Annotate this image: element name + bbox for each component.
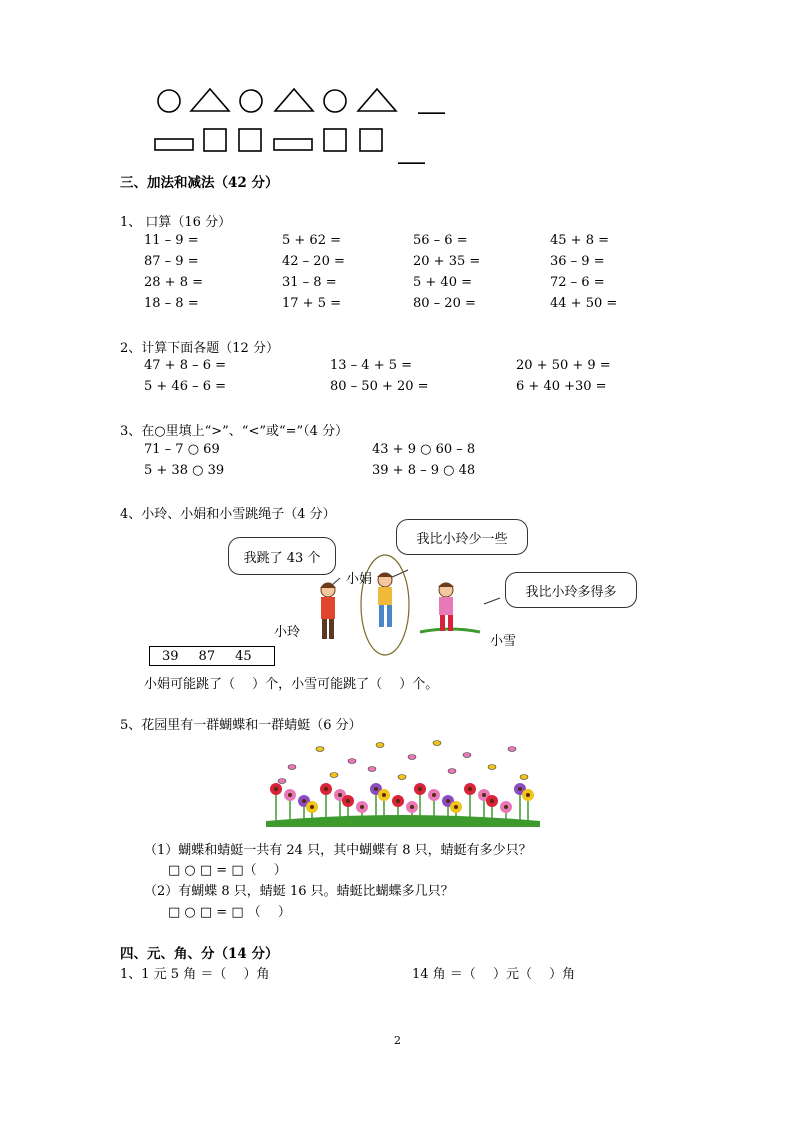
garden-illustration — [262, 737, 544, 833]
s4-q1-right[interactable]: 14 角 ＝（ ）元（ ）角 — [412, 967, 576, 982]
speech-bubble-ling: 我跳了 43 个 — [228, 537, 336, 575]
dragonfly — [520, 775, 528, 780]
pattern-row-2-blank[interactable]: ___ — [398, 144, 425, 165]
q3-item: 39 + 8 – 9 ○ 48 — [372, 463, 476, 478]
q1-row: 17 + 5 = — [282, 296, 341, 311]
flower-center — [454, 805, 458, 809]
speech-bubble-xue: 我比小玲多得多 — [505, 572, 637, 608]
butterfly — [408, 755, 416, 760]
q1-row: 72 – 6 = — [550, 275, 605, 290]
q1-row: 44 + 50 = — [550, 296, 618, 311]
section-3-title: 三、加法和减法（42 分） — [120, 175, 279, 191]
q1-row: 28 + 8 = — [144, 275, 203, 290]
q2-item: 13 – 4 + 5 = — [330, 358, 413, 373]
butterfly — [448, 769, 456, 774]
q2-label: 2、计算下面各题（12 分） — [120, 341, 279, 356]
triangle-shape — [191, 89, 229, 111]
q1-row: 5 + 40 = — [413, 275, 472, 290]
girl-xiaoxue-figure — [420, 583, 480, 633]
s4-q1-left[interactable]: 1、1 元 5 角 ＝（ ）角 — [120, 967, 270, 982]
flower-center — [490, 799, 494, 803]
q5-sub1-formula[interactable]: □ ○ □ = □（ ） — [168, 863, 287, 878]
pattern-row-1 — [150, 84, 400, 118]
name-xiaoling: 小玲 — [274, 625, 301, 640]
q1-row: 20 + 35 = — [413, 254, 481, 269]
q1-row: 87 – 9 = — [144, 254, 199, 269]
flower-center — [374, 787, 378, 791]
circle-shape — [240, 90, 262, 112]
flower-center — [518, 787, 522, 791]
flower-center — [418, 787, 422, 791]
dragonfly — [376, 743, 384, 748]
q5-sub2-formula[interactable]: □ ○ □ = □ （ ） — [168, 905, 291, 920]
dragonfly — [316, 747, 324, 752]
wide-rectangle-shape — [274, 139, 312, 150]
flower-center — [396, 799, 400, 803]
q1-row: 5 + 62 = — [282, 233, 341, 248]
jump-rope-illustration — [300, 540, 520, 660]
triangle-shape — [275, 89, 313, 111]
q1-row: 45 + 8 = — [550, 233, 609, 248]
girl-xiaoling-figure — [320, 583, 336, 639]
q2-item: 5 + 46 – 6 = — [144, 379, 227, 394]
flower-center — [274, 787, 278, 791]
q1-row: 11 – 9 = — [144, 233, 199, 248]
dragonfly — [330, 773, 338, 778]
flower-center — [410, 805, 414, 809]
butterfly — [508, 747, 516, 752]
flower-center — [382, 793, 386, 797]
choice-value: 39 — [162, 648, 179, 664]
flower-center — [360, 805, 364, 809]
pattern-row-1-blank[interactable]: ___ — [418, 94, 445, 115]
page-number: 2 — [394, 1034, 401, 1047]
square-shape — [324, 129, 346, 151]
butterfly — [368, 767, 376, 772]
q2-item: 80 – 50 + 20 = — [330, 379, 429, 394]
butterfly — [278, 779, 286, 784]
flower-center — [338, 793, 342, 797]
square-shape — [360, 129, 382, 151]
butterfly — [348, 759, 356, 764]
q5-sub1: （1）蝴蝶和蜻蜓一共有 24 只，其中蝴蝶有 8 只，蜻蜓有多少只？ — [144, 843, 532, 858]
choice-value: 87 — [198, 648, 216, 664]
flower-center — [482, 793, 486, 797]
wide-rectangle-shape — [155, 139, 193, 150]
flower-center — [288, 793, 292, 797]
q4-label: 4、小玲、小娟和小雪跳绳子（4 分） — [120, 507, 336, 522]
dragonfly — [433, 741, 441, 746]
q2-item: 6 + 40 +30 = — [516, 379, 607, 394]
speech-bubble-juan: 我比小玲少一些 — [396, 519, 528, 555]
choices-box — [149, 646, 275, 666]
dragonfly — [488, 765, 496, 770]
flower-center — [504, 805, 508, 809]
q1-row: 42 – 20 = — [282, 254, 345, 269]
q3-item: 5 + 38 ○ 39 — [144, 463, 225, 478]
q3-item: 43 + 9 ○ 60 – 8 — [372, 442, 476, 457]
q1-row: 36 – 9 = — [550, 254, 605, 269]
q1-row: 56 – 6 = — [413, 233, 468, 248]
q3-label: 3、在○里填上“>”、“<”或“=”（4 分） — [120, 424, 349, 439]
flower-center — [468, 787, 472, 791]
q5-sub2: （2）有蝴蝶 8 只，蜻蜓 16 只。蜻蜓比蝴蝶多几只？ — [144, 884, 454, 899]
name-xiaojuan: 小娟 — [346, 572, 373, 587]
dragonfly — [398, 775, 406, 780]
butterfly — [463, 753, 471, 758]
choice-value: 45 — [235, 648, 252, 664]
q2-item: 20 + 50 + 9 = — [516, 358, 611, 373]
circle-shape — [324, 90, 346, 112]
q4-question[interactable]: 小娟可能跳了（ ）个，小雪可能跳了（ ）个。 — [144, 677, 439, 692]
q3-item: 71 – 7 ○ 69 — [144, 442, 220, 457]
flower-center — [302, 799, 306, 803]
flower-center — [324, 787, 328, 791]
flower-center — [526, 793, 530, 797]
name-xiaoxue: 小雪 — [490, 634, 517, 649]
q1-label: 1、 口算（16 分） — [120, 215, 232, 230]
q1-row: 18 – 8 = — [144, 296, 199, 311]
triangle-shape — [358, 89, 396, 111]
flower-center — [346, 799, 350, 803]
circle-shape — [158, 90, 180, 112]
square-shape — [239, 129, 261, 151]
q2-item: 47 + 8 – 6 = — [144, 358, 227, 373]
flower-center — [432, 793, 436, 797]
q1-row: 80 – 20 = — [413, 296, 476, 311]
square-shape — [204, 129, 226, 151]
flower-center — [446, 799, 450, 803]
flower-center — [310, 805, 314, 809]
butterfly — [288, 765, 296, 770]
q1-row: 31 – 8 = — [282, 275, 337, 290]
q5-label: 5、花园里有一群蝴蝶和一群蜻蜓（6 分） — [120, 718, 362, 733]
pattern-row-2 — [150, 124, 390, 158]
section-4-title: 四、元、角、分（14 分） — [120, 946, 279, 962]
